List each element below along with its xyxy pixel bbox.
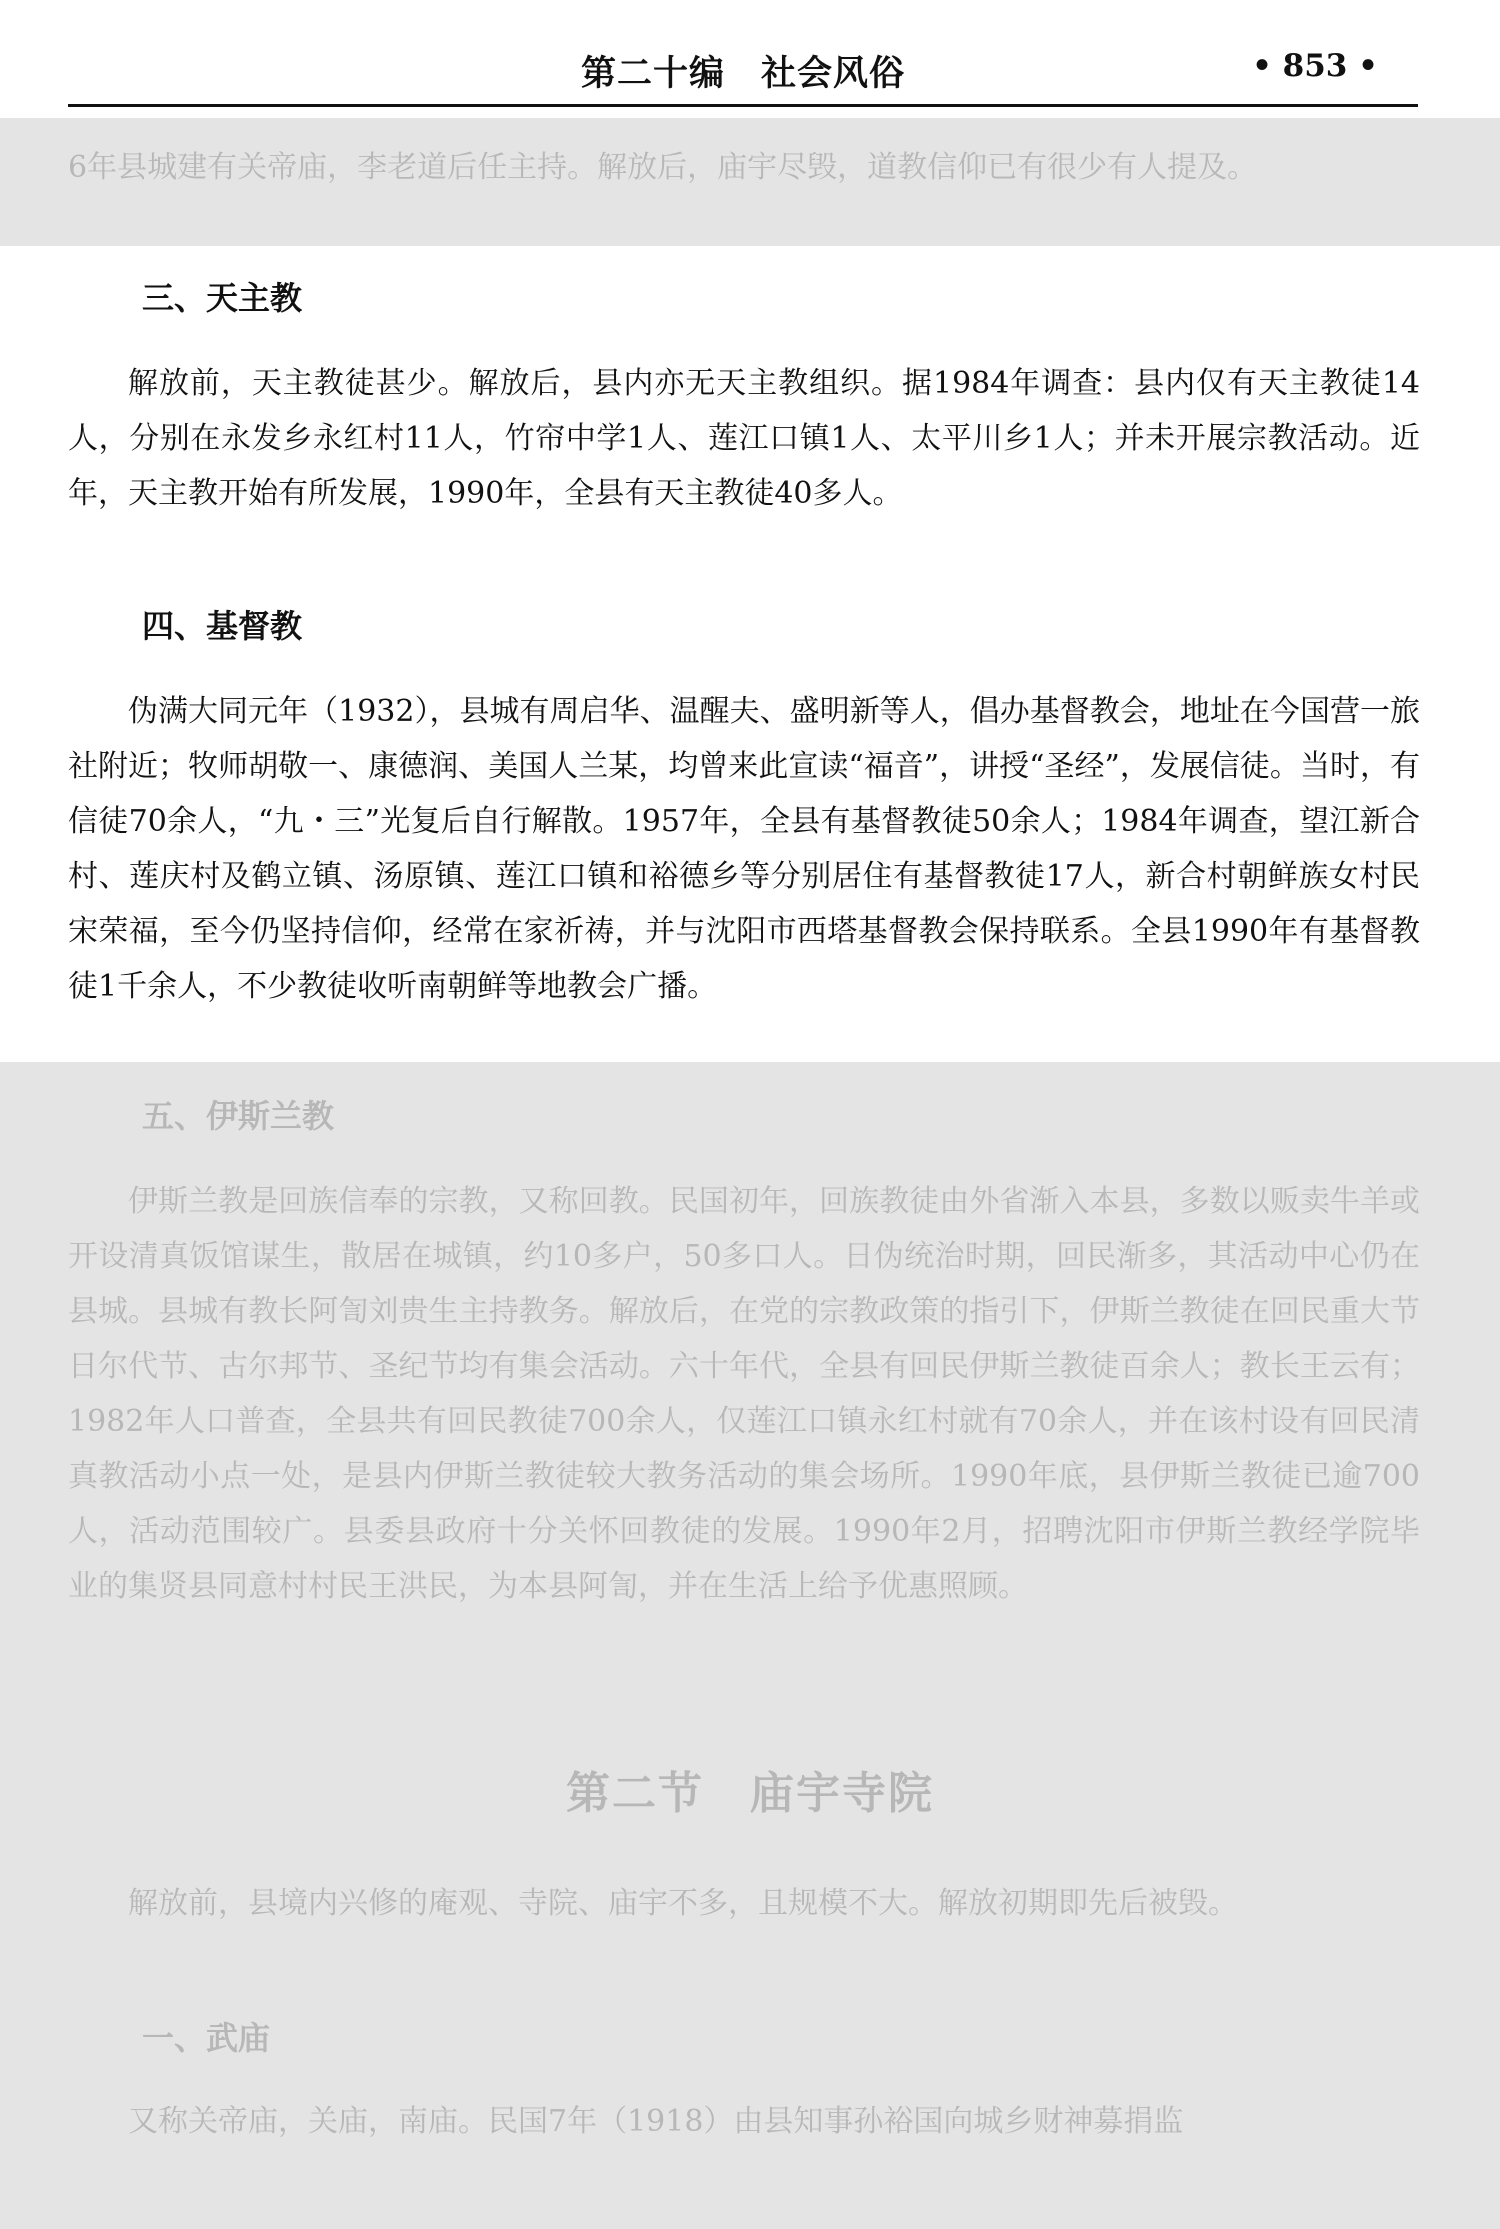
- header-rule: [68, 104, 1418, 107]
- catholic-paragraph: 解放前，天主教徒甚少。解放后，县内亦无天主教组织。据1984年调查：县内仅有天主教徒14人，分别在永发乡永红村11人，竹帘中学1人、莲江口镇1人、太平川乡1人；并未开展宗教活动。近年，天主教开始有所发展，1990年，全县有天主教徒40多人。: [68, 366, 1420, 511]
- temples-paragraph: 解放前，县境内兴修的庵观、寺院、庙宇不多，且规模不大。解放初期即先后被毁。: [128, 1886, 1238, 1921]
- christian-paragraph: 伪满大同元年（1932），县城有周启华、温醒夫、盛明新等人，倡办基督教会，地址在今国营一旅社附近；牧师胡敬一、康德润、美国人兰某，均曾来此宣读“福音”，讲授“圣经”，发展信徒。当时，有信徒70余人，“九・三”光复后自行解散。1957年，全县有基督教徒50余人；1984年调查，望江新合村、莲庆村及鹤立镇、汤原镇、莲江口镇和裕德乡等分别居住有基督教徒17人，新合村朝鲜族女村民宋荣福，至今仍坚持信仰，经常在家祈祷，并与沈阳市西塔基督教会保持联系。全县1990年有基督教徒1千余人，不少教徒收听南朝鲜等地教会广播。: [68, 694, 1420, 1004]
- page-number: • 853 •: [1252, 48, 1378, 84]
- section-title-temples: 第二节 庙宇寺院: [566, 1768, 934, 1819]
- chapter-title: 第二十编 社会风俗: [580, 54, 905, 94]
- heading-islam: 五、伊斯兰教: [142, 1097, 335, 1135]
- intro-paragraph: 6年县城建有关帝庙，李老道后任主持。解放后，庙宇尽毁，道教信仰已有很少有人提及。: [68, 150, 1258, 185]
- page-header: [68, 40, 1418, 102]
- heading-martial-temple: 一、武庙: [142, 2019, 271, 2057]
- islam-paragraph: 伊斯兰教是回族信奉的宗教，又称回教。民国初年，回族教徒由外省渐入本县，多数以贩卖牛羊或开设清真饭馆谋生，散居在城镇，约10多户，50多口人。日伪统治时期，回民渐多，其活动中心仍在县城。县城有教长阿訇刘贵生主持教务。解放后，在党的宗教政策的指引下，伊斯兰教徒在回民重大节日尔代节、古尔邦节、圣纪节均有集会活动。六十年代，全县有回民伊斯兰教徒百余人；教长王云有；1982年人口普查，全县共有回民教徒700余人，仅莲江口镇永红村就有70余人，并在该村设有回民清真教活动小点一处，是县内伊斯兰教徒较大教务活动的集会场所。1990年底，县伊斯兰教徒已逾700人，活动范围较广。县委县政府十分关怀回教徒的发展。1990年2月，招聘沈阳市伊斯兰教经学院毕业的集贤县同意村村民王洪民，为本县阿訇，并在生活上给予优惠照顾。: [68, 1184, 1420, 1604]
- heading-catholic: 三、天主教: [142, 279, 303, 317]
- martial-temple-paragraph: 又称关帝庙，关庙，南庙。民国7年（1918）由县知事孙裕国向城乡财神募捐监: [128, 2104, 1184, 2139]
- heading-christian: 四、基督教: [142, 607, 303, 645]
